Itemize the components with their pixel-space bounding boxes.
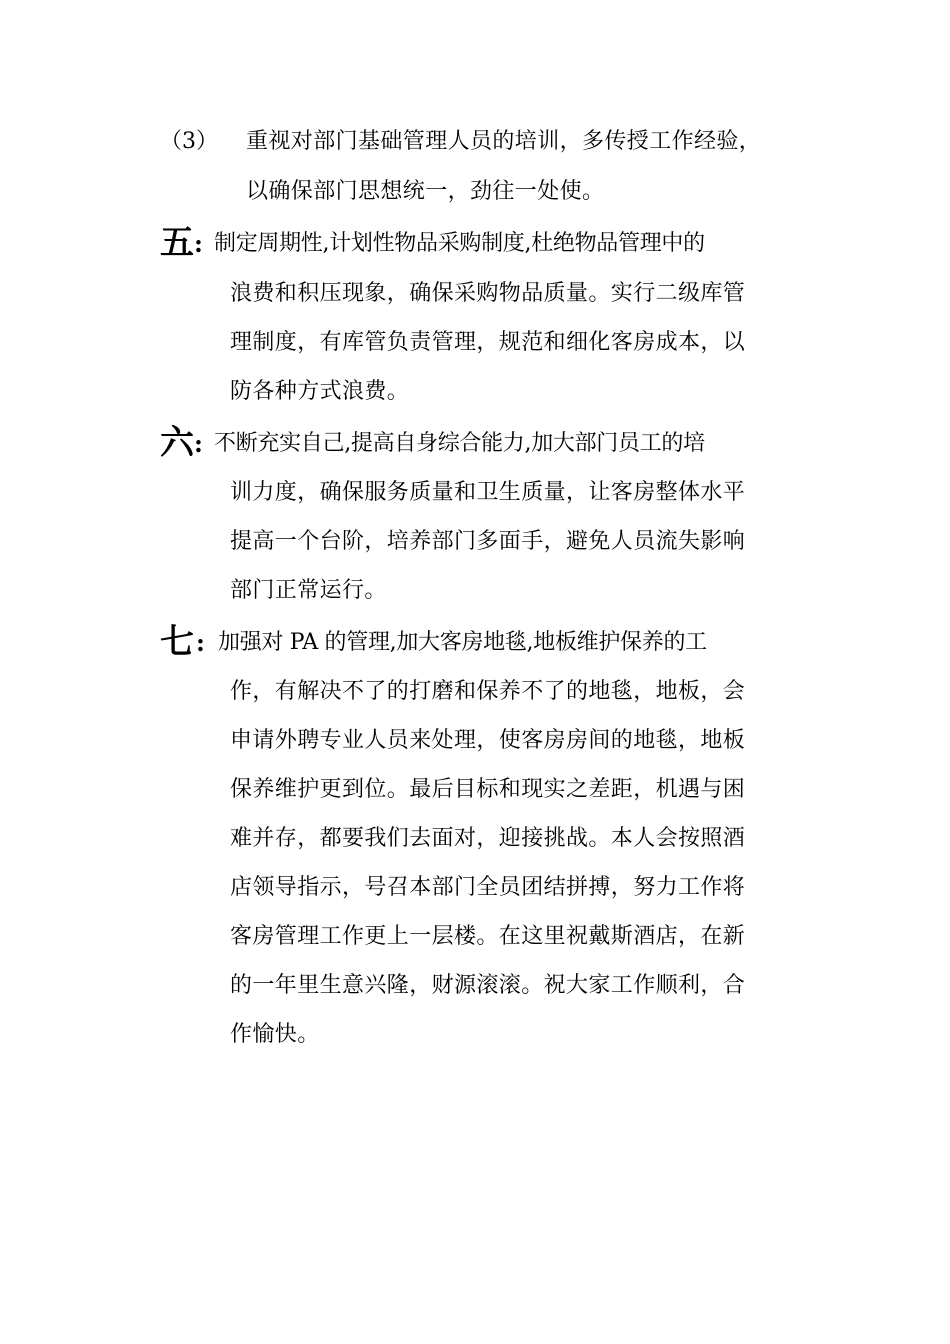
paragraph-line: 重视对部门基础管理人员的培训，多传授工作经验，	[246, 129, 762, 154]
section-colon: :	[196, 628, 205, 657]
paragraph-line: 不断充实自己,提高自身综合能力,加大部门员工的培	[214, 431, 705, 456]
section-number: 七	[160, 622, 194, 662]
section-number: 五	[160, 223, 194, 263]
paragraph-line: 作，有解决不了的打磨和保养不了的地毯，地板，会	[230, 679, 746, 704]
paragraph-line: 制定周期性,计划性物品采购制度,杜绝物品管理中的	[214, 231, 705, 256]
paragraph-line: 作愉快。	[230, 1022, 320, 1047]
paragraph-line: 以确保部门思想统一，劲往一处使。	[246, 179, 605, 204]
paragraph-line: 的一年里生意兴隆，财源滚滚。祝大家工作顺利，合	[230, 973, 746, 998]
section-number: 六	[160, 423, 194, 463]
paragraph-line: 保养维护更到位。最后目标和现实之差距，机遇与困	[230, 777, 746, 802]
paragraph-line: 加强对 PA 的管理,加大客房地毯,地板维护保养的工	[218, 630, 707, 655]
paragraph-line: 提高一个台阶，培养部门多面手，避免人员流失影响	[230, 529, 746, 554]
paragraph-line: 难并存，都要我们去面对，迎接挑战。本人会按照酒	[230, 826, 746, 851]
paragraph-line: 部门正常运行。	[230, 578, 387, 603]
subsection-marker: （3）	[160, 129, 218, 154]
section-colon: :	[194, 429, 203, 458]
paragraph-line: 浪费和积压现象，确保采购物品质量。实行二级库管	[230, 281, 746, 306]
paragraph-line: 理制度，有库管负责管理，规范和细化客房成本，以	[230, 330, 746, 355]
paragraph-line: 申请外聘专业人员来处理，使客房房间的地毯，地板	[230, 728, 746, 753]
paragraph-line: 训力度，确保服务质量和卫生质量，让客房整体水平	[230, 480, 746, 505]
paragraph-line: 店领导指示，号召本部门全员团结拼搏，努力工作将	[230, 875, 746, 900]
paragraph-line: 防各种方式浪费。	[230, 379, 410, 404]
section-colon: :	[194, 229, 203, 258]
paragraph-line: 客房管理工作更上一层楼。在这里祝戴斯酒店，在新	[230, 924, 746, 949]
